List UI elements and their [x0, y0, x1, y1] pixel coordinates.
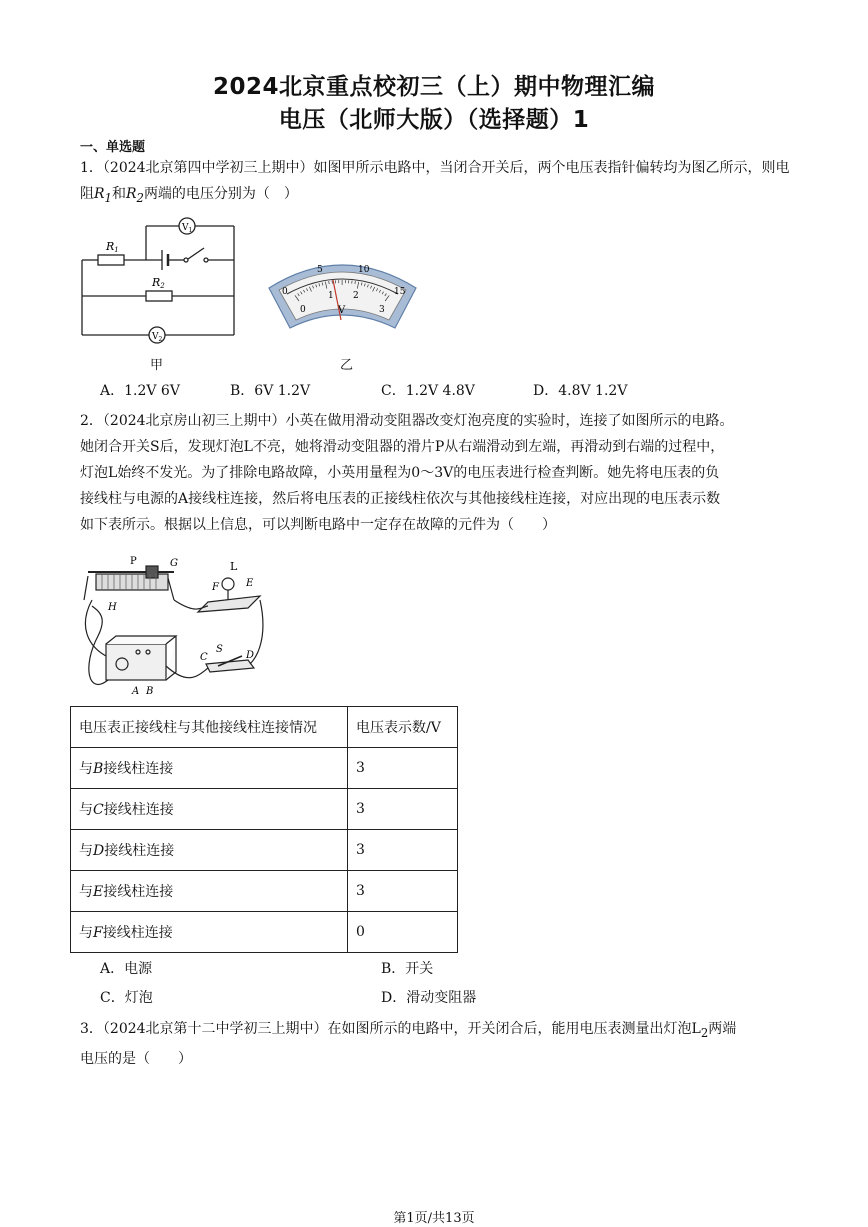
table-cell-value: 3	[348, 830, 458, 871]
q1-option-d[interactable]: D．4.8V 1.2V	[533, 383, 628, 399]
q1-stem-part3: 两端的电压分别为（ ）	[143, 186, 298, 202]
table-header-cell: 电压表正接线柱与其他接线柱连接情况	[71, 707, 348, 748]
q2-line2: 她闭合开关S后，发现灯泡L不亮，她将滑动变阻器的滑片P从右端滑动到左端，再滑动到右端的过程中，	[80, 439, 725, 455]
q2-option-c[interactable]: C．灯泡	[100, 990, 153, 1006]
table-cell-value: 3	[348, 871, 458, 912]
svg-text:F: F	[212, 582, 219, 593]
svg-text:1: 1	[328, 291, 334, 301]
r1-label: R1	[106, 240, 119, 254]
table-row	[71, 748, 458, 789]
table-cell-connection: 与C接线柱连接	[71, 789, 348, 830]
svg-text:0: 0	[300, 305, 306, 315]
q1-stem	[80, 155, 792, 211]
table-row	[71, 871, 458, 912]
q3-line2: 电压的是（ ）	[80, 1050, 192, 1067]
svg-text:C: C	[200, 652, 208, 663]
svg-text:15: 15	[394, 287, 406, 297]
svg-text:E: E	[246, 578, 254, 589]
q1-option-b[interactable]: B．6V 1.2V	[230, 383, 311, 399]
q2-voltage-table	[70, 706, 458, 953]
table-cell-connection: 与D接线柱连接	[71, 830, 348, 871]
svg-text:D: D	[246, 650, 255, 661]
section-heading: 一、单选题	[80, 140, 146, 155]
svg-text:3: 3	[379, 305, 385, 315]
table-cell-connection: 与E接线柱连接	[71, 871, 348, 912]
q1-stem-part2: 和	[111, 186, 126, 202]
q2-apparatus-diagram	[78, 556, 268, 698]
page-title: 2024北京重点校初三（上）期中物理汇编	[212, 74, 655, 100]
q3-lamp: $L_2$	[691, 1021, 709, 1040]
page-subtitle: 电压（北师大版）（选择题）1	[278, 107, 590, 133]
q2-option-d[interactable]: D．滑动变阻器	[381, 990, 477, 1006]
table-cell-connection: 与B接线柱连接	[71, 748, 348, 789]
svg-text:P: P	[130, 556, 137, 567]
q3-line1: 3．（2024北京第十二中学初三上期中）在如图所示的电路中，开关闭合后，能用电压表测量出灯泡$L_2$两端	[80, 1021, 737, 1040]
svg-text:L: L	[230, 560, 238, 573]
table-cell-value: 3	[348, 789, 458, 830]
table-row	[71, 912, 458, 953]
svg-text:G: G	[170, 558, 178, 569]
svg-text:H: H	[108, 602, 117, 613]
svg-text:S: S	[216, 644, 223, 655]
q2-option-b[interactable]: B．开关	[381, 961, 434, 977]
figure-a-caption: 甲	[150, 358, 164, 373]
table-row	[71, 830, 458, 871]
svg-text:0: 0	[282, 287, 288, 297]
svg-text:A: A	[132, 686, 140, 697]
table-cell-connection: 与F接线柱连接	[71, 912, 348, 953]
q2-line1: 2．（2024北京房山初三上期中）小英在做用滑动变阻器改变灯泡亮度的实验时，连接了如图所示的电路。	[80, 413, 734, 429]
table-header-row	[71, 707, 458, 748]
q1-option-a[interactable]: A．1.2V 6V	[100, 383, 180, 399]
svg-text:5: 5	[317, 265, 323, 275]
table-row	[71, 789, 458, 830]
svg-text:B: B	[146, 686, 154, 697]
q2-line3: 灯泡L始终不发光。为了排除电路故障，小英用量程为0～3V的电压表进行检查判断。她先将电压表的负	[80, 465, 720, 481]
q1-circuit-diagram	[76, 210, 246, 350]
svg-text:V: V	[338, 305, 346, 316]
svg-text:10: 10	[358, 265, 370, 275]
v1-label: $V_1$	[182, 223, 193, 234]
q1-stem-part1: 1．（2024北京第四中学初三上期中）如图甲所示电路中，当闭合开关后，两个电压表指针偏转均为图乙所示，则电阻	[80, 160, 790, 202]
q1-voltmeter-dial	[265, 250, 420, 340]
q1-r2: $R_2$	[125, 186, 144, 205]
table-header-cell: 电压表示数/V	[348, 707, 458, 748]
svg-text:2: 2	[353, 291, 359, 301]
figure-b-caption: 乙	[340, 358, 354, 373]
dial-tick	[329, 281, 330, 284]
v2-label: $V_2$	[152, 332, 163, 343]
table-cell-value: 3	[348, 748, 458, 789]
page-number: 第1页/共13页	[393, 1211, 475, 1226]
q1-r1: $R_1$	[94, 186, 112, 205]
q2-option-a[interactable]: A．电源	[100, 961, 153, 977]
q1-option-c[interactable]: C．1.2V 4.8V	[381, 383, 475, 399]
q3-stem	[80, 1016, 792, 1072]
r2-label: R2	[152, 276, 165, 290]
q2-stem	[80, 408, 792, 538]
dial-tick	[355, 281, 356, 284]
q2-line5: 如下表所示。根据以上信息，可以判断电路中一定存在故障的元件为（ ）	[80, 517, 556, 533]
q2-line4: 接线柱与电源的A接线柱连接，然后将电压表的正接线柱依次与其他接线柱连接，对应出现的电压表示数	[80, 491, 721, 507]
table-cell-value: 0	[348, 912, 458, 953]
